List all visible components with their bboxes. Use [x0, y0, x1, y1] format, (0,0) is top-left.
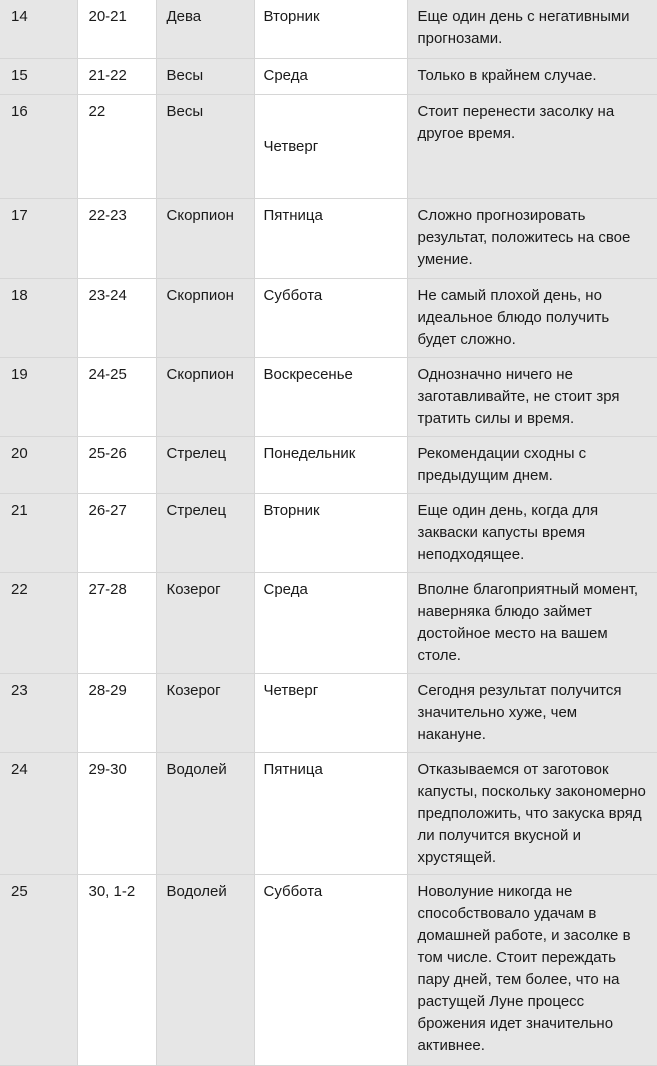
weekday: Четверг: [254, 673, 407, 752]
recommendation: Однозначно ничего не заготавливайте, не стоит зря тратить силы и время.: [407, 357, 657, 436]
row-number: 22: [0, 572, 77, 673]
weekday: Пятница: [254, 752, 407, 874]
zodiac-sign: Водолей: [156, 874, 254, 1065]
zodiac-sign: Козерог: [156, 572, 254, 673]
row-number: 19: [0, 357, 77, 436]
zodiac-sign: Весы: [156, 58, 254, 94]
table-row: [0, 752, 657, 874]
weekday: Суббота: [254, 278, 407, 357]
recommendation: Вполне благоприятный момент, наверняка блюдо займет достойное место на вашем столе.: [407, 572, 657, 673]
table-row: [0, 0, 657, 58]
weekday: Среда: [254, 58, 407, 94]
lunar-date: 21-22: [77, 58, 156, 94]
row-number: 18: [0, 278, 77, 357]
lunar-date: 23-24: [77, 278, 156, 357]
recommendation: Сегодня результат получится значительно хуже, чем накануне.: [407, 673, 657, 752]
lunar-date: 20-21: [77, 0, 156, 58]
lunar-date: 29-30: [77, 752, 156, 874]
row-number: 23: [0, 673, 77, 752]
row-number: 17: [0, 198, 77, 278]
zodiac-sign: Весы: [156, 94, 254, 198]
weekday: Понедельник: [254, 436, 407, 493]
row-number: 25: [0, 874, 77, 1065]
row-number: 21: [0, 493, 77, 572]
row-number: 16: [0, 94, 77, 198]
recommendation: Стоит перенести засолку на другое время.: [407, 94, 657, 198]
table-row: [0, 493, 657, 572]
lunar-date: 27-28: [77, 572, 156, 673]
row-number: 24: [0, 752, 77, 874]
table-row: [0, 673, 657, 752]
table-row: [0, 572, 657, 673]
lunar-date: 28-29: [77, 673, 156, 752]
lunar-date: 22-23: [77, 198, 156, 278]
zodiac-sign: Стрелец: [156, 493, 254, 572]
zodiac-sign: Скорпион: [156, 198, 254, 278]
recommendation: Еще один день с негативными прогнозами.: [407, 0, 657, 58]
recommendation: Только в крайнем случае.: [407, 58, 657, 94]
lunar-date: 30, 1-2: [77, 874, 156, 1065]
table-row: [0, 278, 657, 357]
weekday: Среда: [254, 572, 407, 673]
weekday: Вторник: [254, 493, 407, 572]
table-row: [0, 436, 657, 493]
table-row: [0, 874, 657, 1065]
zodiac-sign: Скорпион: [156, 278, 254, 357]
weekday: Пятница: [254, 198, 407, 278]
lunar-date: 25-26: [77, 436, 156, 493]
zodiac-sign: Стрелец: [156, 436, 254, 493]
row-number: 15: [0, 58, 77, 94]
recommendation: Отказываемся от заготовок капусты, поскольку закономерно предположить, что закуска вряд ли получится вкусной и хрустящей.: [407, 752, 657, 874]
zodiac-sign: Скорпион: [156, 357, 254, 436]
weekday: Воскресенье: [254, 357, 407, 436]
recommendation: Не самый плохой день, но идеальное блюдо получить будет сложно.: [407, 278, 657, 357]
weekday: Четверг: [254, 94, 407, 198]
recommendation: Новолуние никогда не способствовало удачам в домашней работе, и засолке в том числе. Стоит переждать пару дней, тем более, что на растущей Луне процесс брожения идет значительно активнее.: [407, 874, 657, 1065]
lunar-date: 22: [77, 94, 156, 198]
weekday: Вторник: [254, 0, 407, 58]
recommendation: Сложно прогнозировать результат, положитесь на свое умение.: [407, 198, 657, 278]
row-number: 20: [0, 436, 77, 493]
zodiac-sign: Козерог: [156, 673, 254, 752]
lunar-date: 24-25: [77, 357, 156, 436]
table-row: [0, 198, 657, 278]
table-row: [0, 357, 657, 436]
table-row: [0, 94, 657, 198]
zodiac-sign: Дева: [156, 0, 254, 58]
row-number: 14: [0, 0, 77, 58]
lunar-date: 26-27: [77, 493, 156, 572]
recommendation: Рекомендации сходны с предыдущим днем.: [407, 436, 657, 493]
table-row: [0, 58, 657, 94]
weekday: Суббота: [254, 874, 407, 1065]
recommendation: Еще один день, когда для закваски капусты время неподходящее.: [407, 493, 657, 572]
zodiac-sign: Водолей: [156, 752, 254, 874]
